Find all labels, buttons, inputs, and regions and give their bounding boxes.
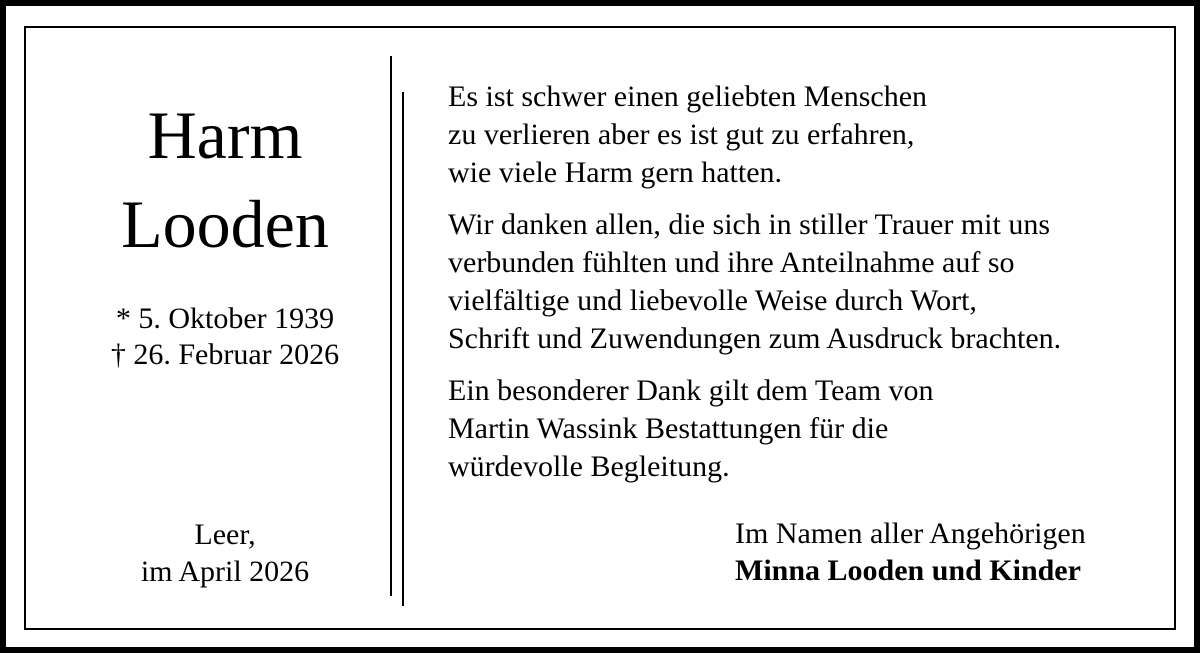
deceased-first-name: Harm: [147, 97, 303, 173]
date: im April 2026: [140, 555, 310, 588]
message-line: Ein besonderer Dank gilt dem Team von: [448, 374, 934, 407]
message-line: Es ist schwer einen geliebten Menschen: [448, 80, 928, 113]
place: Leer,: [194, 518, 256, 551]
message-line: würdevolle Begleitung.: [448, 450, 730, 483]
message-line: zu verlieren aber es ist gut zu erfahren,: [448, 118, 915, 151]
message-paragraph-1: [448, 78, 927, 192]
message-line: wie viele Harm gern hatten.: [448, 156, 783, 189]
message-line: Wir danken allen, die sich in stiller Trauer mit uns: [448, 208, 1051, 241]
signature-names: Minna Looden und Kinder: [735, 554, 1081, 587]
message-paragraph-3: [448, 372, 934, 486]
place-and-date: [40, 516, 410, 590]
message-line: verbunden fühlten und ihre Anteilnahme auf so: [448, 246, 1015, 279]
death-date: † 26. Februar 2026: [110, 338, 340, 371]
message-line: Martin Wassink Bestattungen für die: [448, 412, 889, 445]
birth-date: * 5. Oktober 1939: [115, 302, 335, 335]
message-line: vielfältige und liebevolle Weise durch Wort,: [448, 284, 977, 317]
signature-intro: Im Namen aller Angehörigen: [735, 517, 1086, 550]
signature-block: [735, 515, 1086, 589]
deceased-last-name: Looden: [121, 186, 329, 262]
message-line: Schrift und Zuwendungen zum Ausdruck brachten.: [448, 322, 1062, 355]
message-paragraph-2: [448, 206, 1061, 358]
life-dates: [40, 301, 410, 373]
